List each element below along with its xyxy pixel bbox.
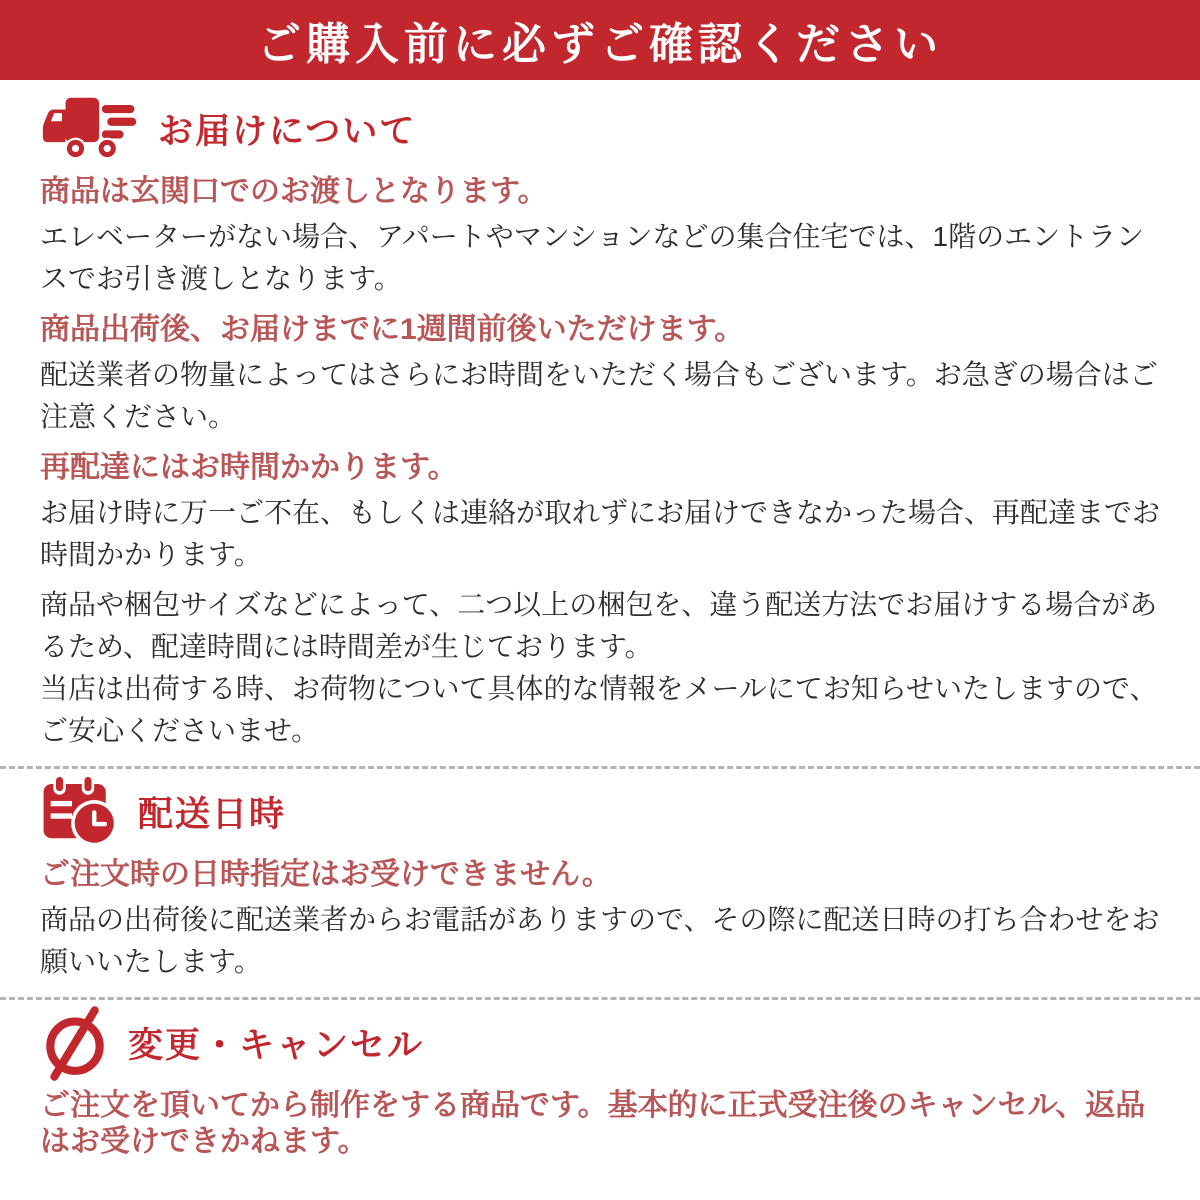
section-delivery	[40, 96, 1160, 752]
body-text: エレベーターがない場合、アパートやマンションなどの集合住宅では、1階のエントランスでお引き渡しとなります。	[40, 221, 1145, 294]
emphasis-text: 再配達にはお時間かかります。	[40, 451, 458, 484]
body-text: 当店は出荷する時、お荷物について具体的な情報をメールにてお知らせいたしますので、ご安心くださいませ。	[40, 673, 1158, 746]
emphasis-text: ご注文時の日時指定はお受けできません。	[40, 858, 612, 891]
emphasis-text: 商品出荷後、お届けまでに1週間前後いただけます。	[40, 313, 745, 346]
section-delivery-header	[40, 96, 1160, 162]
content	[0, 80, 1200, 1160]
section-cancel	[40, 1010, 1160, 1160]
divider	[0, 766, 1200, 769]
calendar-clock-icon	[40, 776, 120, 849]
section-cancel-header	[40, 1010, 1160, 1076]
body-text: 商品や梱包サイズなどによって、二つ以上の梱包を、違う配送方法でお届けする場合があるため、配達時間には時間差が生じております。	[40, 589, 1158, 662]
no-entry-icon	[40, 1004, 110, 1083]
section-schedule	[40, 779, 1160, 983]
body-text: 商品の出荷後に配送業者からお電話がありますので、その際に配送日時の打ち合わせをお願いいたします。	[40, 904, 1160, 977]
section-schedule-header	[40, 779, 1160, 845]
truck-icon	[40, 95, 140, 163]
emphasis-text: 商品は玄関口でのお渡しとなります。	[40, 175, 548, 208]
section-cancel-title: 変更・キャンセル	[128, 1026, 425, 1065]
section-delivery-title: お届けについて	[158, 112, 417, 151]
body-text: お届け時に万一ご不在、もしくは連絡が取れずにお届けできなかった場合、再配達までお時間かかります。	[40, 497, 1161, 570]
emphasis-text: ご注文を頂いてから制作をする商品です。基本的に正式受注後のキャンセル、返品はお受けできかねます。	[40, 1089, 1146, 1158]
banner-title: ご購入前に必ずご確認ください	[257, 20, 943, 69]
section-schedule-title: 配送日時	[138, 795, 287, 834]
divider	[0, 997, 1200, 1000]
notice-banner	[0, 0, 1200, 80]
body-text: 配送業者の物量によってはさらにお時間をいただく場合もございます。お急ぎの場合はご注意ください。	[40, 359, 1158, 432]
